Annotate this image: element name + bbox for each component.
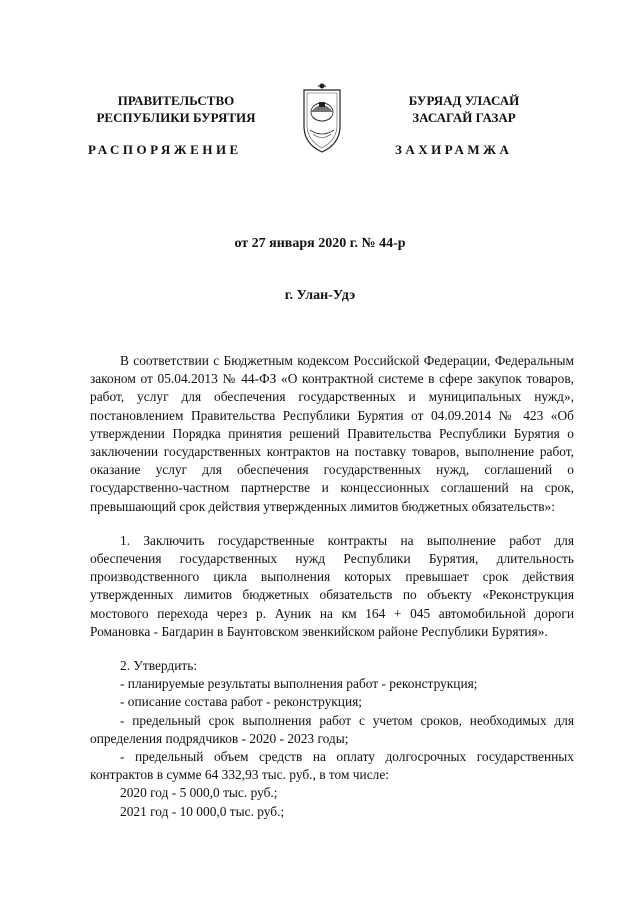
header-left-title: РАСПОРЯЖЕНИЕ [88, 142, 242, 157]
item-2-line: - описание состава работ - реконструкция; [120, 694, 363, 710]
coat-of-arms-icon [301, 82, 343, 154]
header-left-line1: ПРАВИТЕЛЬСТВО [117, 93, 235, 108]
item-2-line: - планируемые результаты выполнения работ - реконструкция; [120, 676, 478, 692]
item-2-line: 2020 год - 5 000,0 тыс. руб.; [120, 785, 278, 801]
header-right-line1: БУРЯАД УЛАСАЙ [408, 93, 520, 108]
item-2-line: - предельный срок выполнения работ с учетом сроков, необходимых для определения подрядчиков - 2020 - 2023 годы; [90, 712, 574, 746]
header-left-block [86, 92, 266, 126]
preamble-paragraph: В соответствии с Бюджетным кодексом Российской Федерации, Федеральным законом от 05.04.2013 № 44-ФЗ «О контрактной системе в сфере закупок товаров, работ, услуг для обеспечения государственных и муниципальных нужд», постановлением Правительства Республики Бурятия от 04.09.2014 № 423 «Об утверждении Порядка принятия решений Правительства Республики Бурятия о заключении государственных контрактов на поставку товаров, выполнение работ, оказание услуг для обеспечения государственных нужд, соглашений о государственно-частном партнерстве и концессионных соглашений на срок, превышающий срок действия утвержденных лимитов бюджетных обязательств»: [90, 353, 574, 514]
item-2-line: - предельный объем средств на оплату долгосрочных государственных контрактов в сумме 64 332,93 тыс. руб., в том числе: [90, 749, 574, 783]
header-right-line2: ЗАСАГАЙ ГАЗАР [412, 110, 516, 125]
document-body [90, 352, 574, 821]
item-1-paragraph: 1. Заключить государственные контракты на выполнение работ для обеспечения государственных нужд Республики Бурятия, длительность производственного цикла выполнения которых превышает срок действия утвержденных лимитов бюджетных обязательств по объекту «Реконструкция мостового перехода через р. Ауник на км 164 + 045 автомобильной дороги Романовка - Багдарин в Баунтовском эвенкийском районе Республики Бурятия». [90, 532, 574, 639]
document-city: г. Улан-Удэ [284, 288, 356, 303]
header-left-line2: РЕСПУБЛИКИ БУРЯТИЯ [96, 110, 256, 125]
item-2-line: 2021 год - 10 000,0 тыс. руб.; [120, 803, 285, 819]
header-right-title: ЗАХИРАМЖА [395, 142, 513, 157]
document-date: от 27 января 2020 г. № 44-р [234, 236, 406, 251]
item-2-heading: 2. Утвердить: [120, 658, 198, 674]
header-right-block [383, 92, 545, 126]
